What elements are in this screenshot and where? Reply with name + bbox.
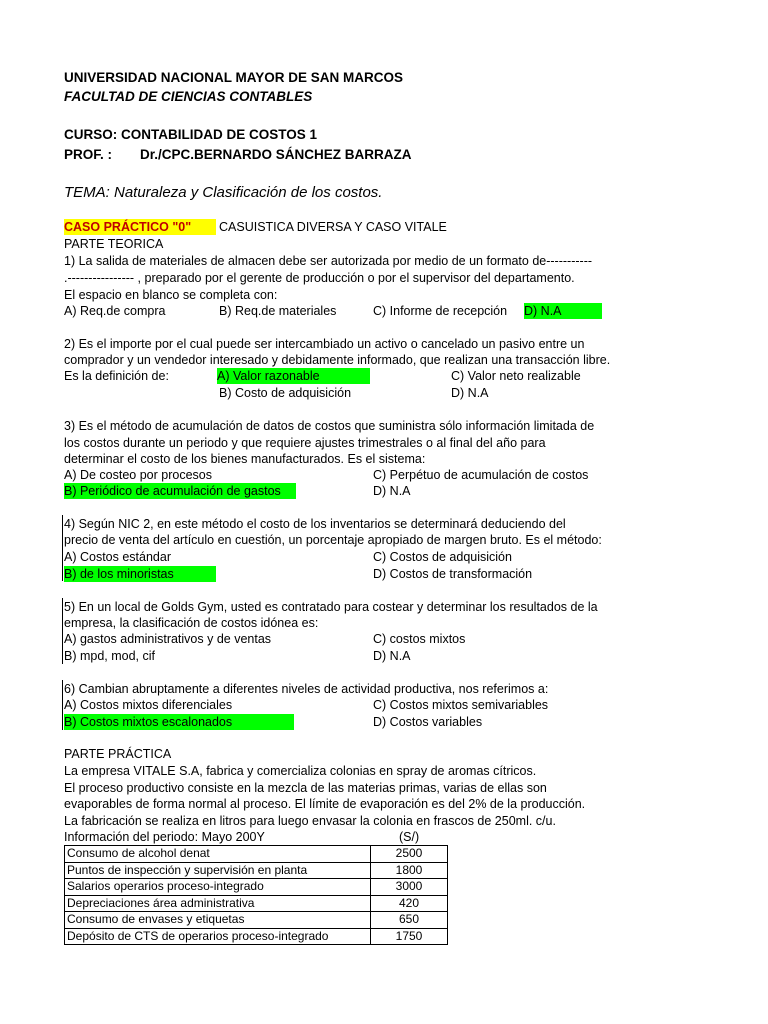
amount-cell: 1800 <box>371 862 448 879</box>
q1-line-1: 1) La salida de materiales de almacen debe ser autorizada por medio de un formato de----------- <box>64 254 593 268</box>
practice-line-2: El proceso productivo consiste en la mezcla de las materias primas, varias de ellas son <box>64 781 547 795</box>
q3-option-c: C) Perpétuo de acumulación de costos <box>373 468 589 482</box>
practice-line-4: La fabricación se realiza en litros para luego envasar la colonia en frascos de 250ml. c/u. <box>64 814 556 828</box>
q4-line-2: precio de venta del artículo en cuestión, un porcentaje apropiado de margen bruto. Es el método: <box>64 533 602 547</box>
q6-left-border <box>62 680 63 730</box>
practice-heading: PARTE PRÁCTICA <box>64 747 172 761</box>
q5-option-c: C) costos mixtos <box>373 632 466 646</box>
q3-option-a: A) De costeo por procesos <box>64 468 212 482</box>
case-label: CASO PRÁCTICO "0" <box>64 219 216 235</box>
table-row <box>65 928 448 945</box>
q2-option-d: D) N.A <box>451 386 489 400</box>
concept-cell: Salarios operarios proceso-integrado <box>65 879 371 896</box>
table-row <box>65 912 448 929</box>
q3-option-b: B) Periódico de acumulación de gastos <box>64 483 296 499</box>
q6-line-1: 6) Cambian abruptamente a diferentes niveles de actividad productiva, nos referimos a: <box>64 682 549 696</box>
q5-option-d: D) N.A <box>373 649 411 663</box>
q2-option-b: B) Costo de adquisición <box>219 386 352 400</box>
q2-option-c: C) Valor neto realizable <box>451 369 581 383</box>
case-title: CASUISTICA DIVERSA Y CASO VITALE <box>219 220 447 234</box>
q6-option-a: A) Costos mixtos diferenciales <box>64 698 233 712</box>
q4-option-a: A) Costos estándar <box>64 550 171 564</box>
q5-line-2: empresa, la clasificación de costos idónea es: <box>64 616 319 630</box>
q1-line-2: .---------------- , preparado por el gerente de producción o por el supervisor del departamento. <box>64 271 575 285</box>
q2-line-2: comprador y un vendedor interesado y debidamente informado, que realizan una transacción libre. <box>64 353 611 367</box>
q4-line-1: 4) Según NIC 2, en este método el costo de los inventarios se determinará deduciendo del <box>64 517 566 531</box>
university-name: UNIVERSIDAD NACIONAL MAYOR DE SAN MARCOS <box>64 70 404 85</box>
table-row <box>65 846 448 863</box>
q5-left-border <box>62 598 63 664</box>
q3-line-3: determinar el costo de los bienes manufacturados. Es el sistema: <box>64 452 426 466</box>
theory-heading: PARTE TEORICA <box>64 237 164 251</box>
q5-line-1: 5) En un local de Golds Gym, usted es contratado para costear y determinar los resultados de la <box>64 600 598 614</box>
amount-cell: 1750 <box>371 928 448 945</box>
q6-option-c: C) Costos mixtos semivariables <box>373 698 549 712</box>
q2-line-3: Es la definición de: <box>64 369 169 383</box>
concept-cell: Consumo de alcohol denat <box>65 846 371 863</box>
q1-option-d: D) N.A <box>524 303 602 319</box>
q4-left-border <box>62 515 63 581</box>
q4-option-b: B) de los minoristas <box>64 566 216 582</box>
table-row <box>65 879 448 896</box>
q1-option-a: A) Req.de compra <box>64 304 166 318</box>
q1-line-3: El espacio en blanco se completa con: <box>64 288 278 302</box>
practice-line-1: La empresa VITALE S.A, fabrica y comercializa colonias en spray de aromas cítricos. <box>64 764 537 778</box>
q1-option-b: B) Req.de materiales <box>219 304 337 318</box>
q2-line-1: 2) Es el importe por el cual puede ser intercambiado un activo o cancelado un pasivo entre un <box>64 337 585 351</box>
prof-name: Dr./CPC.BERNARDO SÁNCHEZ BARRAZA <box>140 147 412 162</box>
q5-option-a: A) gastos administrativos y de ventas <box>64 632 272 646</box>
concept-cell: Consumo de envases y etiquetas <box>65 912 371 929</box>
info-label: Información del periodo: Mayo 200Y <box>64 830 265 844</box>
concept-cell: Depósito de CTS de operarios proceso-integrado <box>65 928 371 945</box>
q4-option-d: D) Costos de transformación <box>373 567 533 581</box>
topic: TEMA: Naturaleza y Clasificación de los costos. <box>64 184 383 201</box>
q4-option-c: C) Costos de adquisición <box>373 550 512 564</box>
q3-option-d: D) N.A <box>373 484 411 498</box>
q6-option-b: B) Costos mixtos escalonados <box>64 714 294 730</box>
q1-option-c: C) Informe de recepción <box>373 304 508 318</box>
course-title: CURSO: CONTABILIDAD DE COSTOS 1 <box>64 127 318 142</box>
amount-cell: 3000 <box>371 879 448 896</box>
q3-line-1: 3) Es el método de acumulación de datos de costos que suministra sólo información limitada de <box>64 419 595 433</box>
q3-line-2: los costos durante un periodo y que requiere ajustes trimestrales o al final del año para <box>64 436 546 450</box>
q6-option-d: D) Costos variables <box>373 715 483 729</box>
prof-label: PROF. : <box>64 147 113 162</box>
q5-option-b: B) mpd, mod, cif <box>64 649 155 663</box>
table-row <box>65 862 448 879</box>
cost-table <box>64 845 448 945</box>
faculty-name: FACULTAD DE CIENCIAS CONTABLES <box>64 89 313 104</box>
practice-line-3: evaporables de forma normal al proceso. El límite de evaporación es del 2% de la producción. <box>64 797 586 811</box>
concept-cell: Puntos de inspección y supervisión en planta <box>65 862 371 879</box>
q2-option-a: A) Valor razonable <box>217 368 370 384</box>
table-row <box>65 895 448 912</box>
amount-cell: 650 <box>371 912 448 929</box>
amount-cell: 420 <box>371 895 448 912</box>
amount-cell: 2500 <box>371 846 448 863</box>
unit-label: (S/) <box>399 830 420 844</box>
concept-cell: Depreciaciones área administrativa <box>65 895 371 912</box>
